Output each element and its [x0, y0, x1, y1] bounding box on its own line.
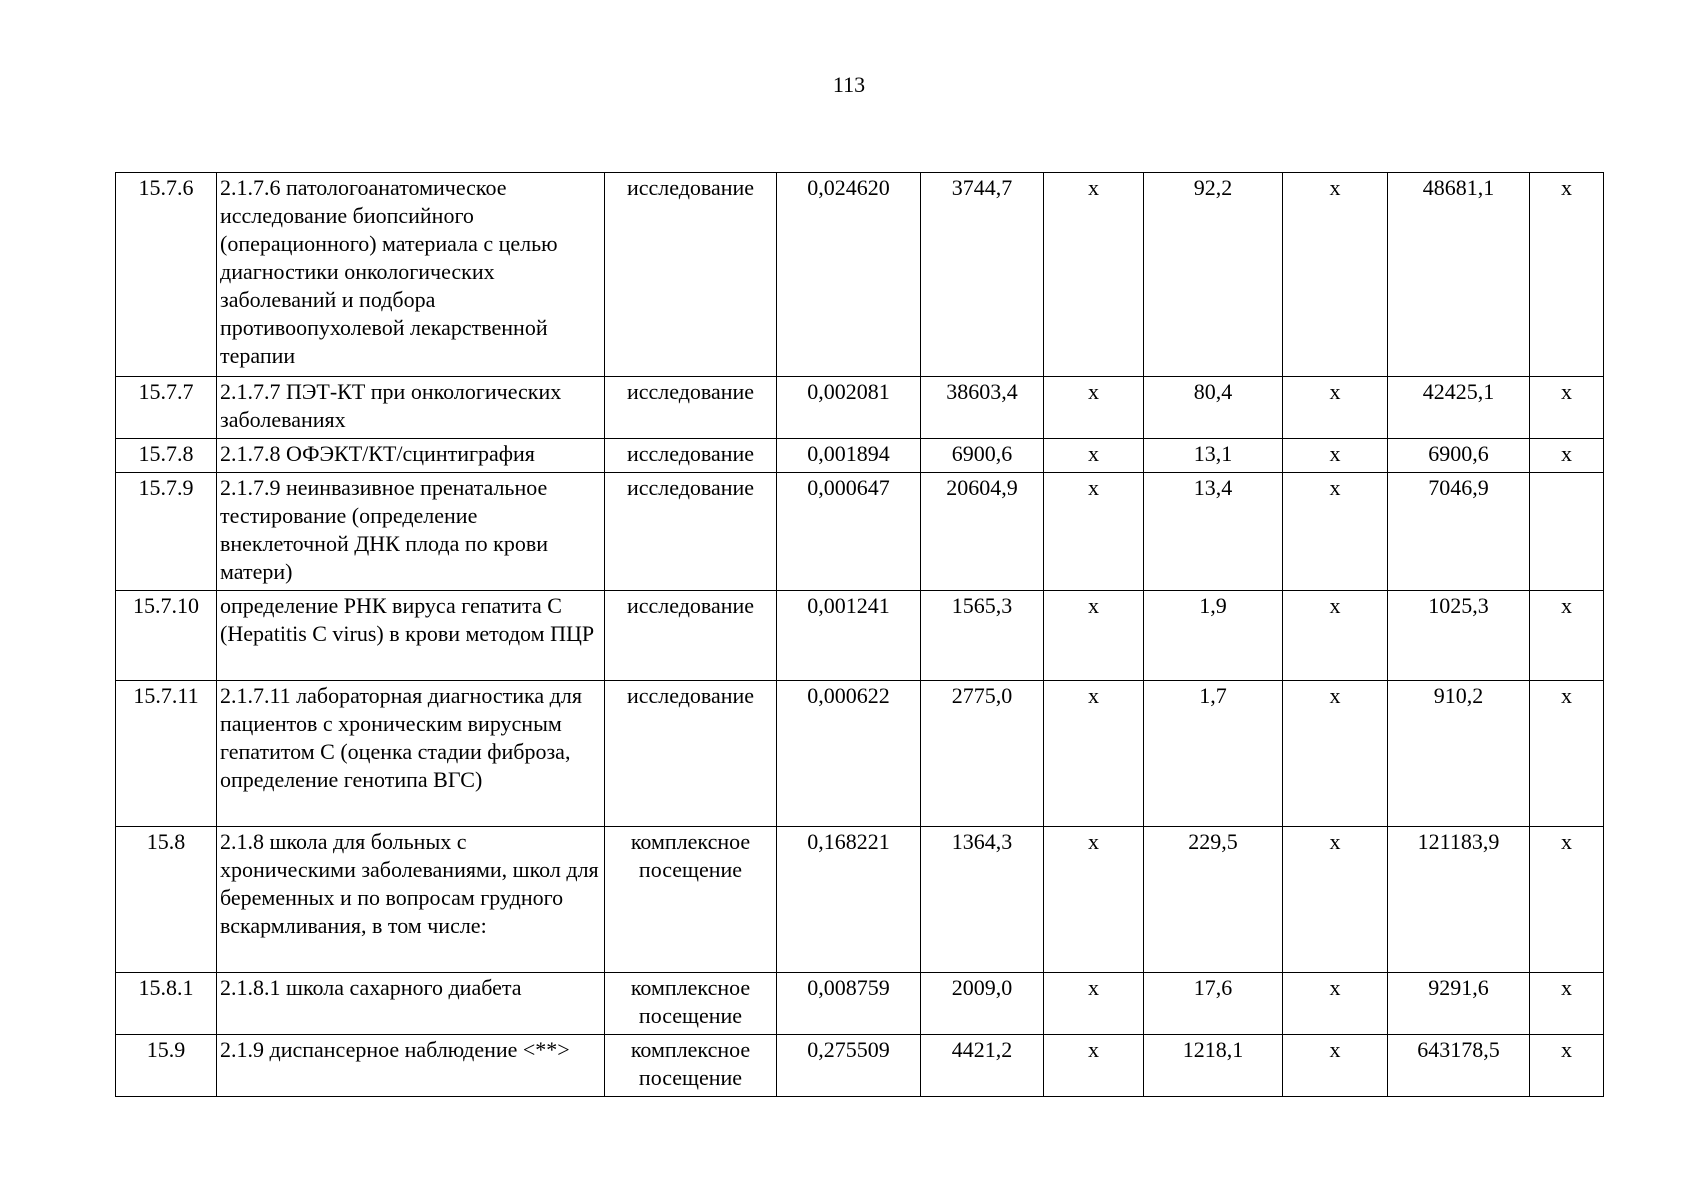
unit-cell: исследование [605, 439, 777, 473]
x-mark-cell: х [1283, 173, 1388, 377]
table-row [116, 681, 1604, 827]
rate-cell: 0,275509 [777, 1035, 921, 1097]
data-table [115, 172, 1604, 1097]
x-mark-cell: х [1044, 439, 1144, 473]
x-mark-cell: х [1044, 173, 1144, 377]
x-mark-cell: х [1283, 439, 1388, 473]
table-row [116, 973, 1604, 1035]
x-mark-cell: х [1283, 473, 1388, 591]
table-body [116, 173, 1604, 1097]
rate-cell: 0,001894 [777, 439, 921, 473]
total-cell: 643178,5 [1388, 1035, 1530, 1097]
total-cell: 121183,9 [1388, 827, 1530, 973]
row-number-cell: 15.9 [116, 1035, 217, 1097]
amount-cell: 13,1 [1144, 439, 1283, 473]
x-mark-cell: х [1530, 439, 1604, 473]
table-row [116, 439, 1604, 473]
x-mark-cell: х [1044, 973, 1144, 1035]
row-number-cell: 15.7.9 [116, 473, 217, 591]
table-row [116, 377, 1604, 439]
x-mark-cell: х [1530, 681, 1604, 827]
x-mark-cell: х [1283, 973, 1388, 1035]
cost-cell: 20604,9 [921, 473, 1044, 591]
description-cell: 2.1.7.11 лабораторная диагностика для пациентов с хроническим вирусным гепатитом С (оценка стадии фиброза, определение генотипа ВГС) [217, 681, 605, 827]
amount-cell: 229,5 [1144, 827, 1283, 973]
cost-cell: 1364,3 [921, 827, 1044, 973]
unit-cell: исследование [605, 681, 777, 827]
description-cell: определение РНК вируса гепатита С (Hepatitis С virus) в крови методом ПЦР [217, 591, 605, 681]
cost-cell: 2775,0 [921, 681, 1044, 827]
x-mark-cell: х [1283, 827, 1388, 973]
amount-cell: 1,7 [1144, 681, 1283, 827]
cost-cell: 6900,6 [921, 439, 1044, 473]
rate-cell: 0,000622 [777, 681, 921, 827]
x-mark-cell: х [1283, 591, 1388, 681]
row-number-cell: 15.7.7 [116, 377, 217, 439]
description-cell: 2.1.7.9 неинвазивное пренатальное тестирование (определение внеклеточной ДНК плода по крови матери) [217, 473, 605, 591]
amount-cell: 80,4 [1144, 377, 1283, 439]
unit-cell: исследование [605, 591, 777, 681]
total-cell: 7046,9 [1388, 473, 1530, 591]
x-mark-cell: х [1044, 681, 1144, 827]
row-number-cell: 15.7.10 [116, 591, 217, 681]
x-mark-cell: х [1530, 173, 1604, 377]
unit-cell: комплексное посещение [605, 827, 777, 973]
x-mark-cell: х [1530, 377, 1604, 439]
cost-cell: 2009,0 [921, 973, 1044, 1035]
amount-cell: 92,2 [1144, 173, 1283, 377]
table-row [116, 473, 1604, 591]
unit-cell: комплексное посещение [605, 1035, 777, 1097]
amount-cell: 13,4 [1144, 473, 1283, 591]
cost-cell: 1565,3 [921, 591, 1044, 681]
amount-cell: 1,9 [1144, 591, 1283, 681]
row-number-cell: 15.7.11 [116, 681, 217, 827]
x-mark-cell: х [1530, 827, 1604, 973]
description-cell: 2.1.8.1 школа сахарного диабета [217, 973, 605, 1035]
rate-cell: 0,024620 [777, 173, 921, 377]
table-row [116, 173, 1604, 377]
description-cell: 2.1.8 школа для больных с хроническими заболеваниями, школ для беременных и по вопросам грудного вскармливания, в том числе: [217, 827, 605, 973]
row-number-cell: 15.7.8 [116, 439, 217, 473]
amount-cell: 17,6 [1144, 973, 1283, 1035]
total-cell: 6900,6 [1388, 439, 1530, 473]
rate-cell: 0,000647 [777, 473, 921, 591]
total-cell: 9291,6 [1388, 973, 1530, 1035]
total-cell: 42425,1 [1388, 377, 1530, 439]
unit-cell: комплексное посещение [605, 973, 777, 1035]
row-number-cell: 15.7.6 [116, 173, 217, 377]
rate-cell: 0,001241 [777, 591, 921, 681]
x-mark-cell: х [1283, 377, 1388, 439]
total-cell: 910,2 [1388, 681, 1530, 827]
unit-cell: исследование [605, 173, 777, 377]
rate-cell: 0,008759 [777, 973, 921, 1035]
rate-cell: 0,002081 [777, 377, 921, 439]
x-mark-cell [1530, 473, 1604, 591]
table-row [116, 827, 1604, 973]
cost-cell: 4421,2 [921, 1035, 1044, 1097]
total-cell: 48681,1 [1388, 173, 1530, 377]
x-mark-cell: х [1044, 591, 1144, 681]
description-cell: 2.1.7.8 ОФЭКТ/КТ/сцинтиграфия [217, 439, 605, 473]
x-mark-cell: х [1283, 681, 1388, 827]
x-mark-cell: х [1530, 1035, 1604, 1097]
row-number-cell: 15.8 [116, 827, 217, 973]
description-cell: 2.1.7.6 патологоанатомическое исследование биопсийного (операционного) материала с целью диагностики онкологических заболеваний и подбора противоопухолевой лекарственной терапии [217, 173, 605, 377]
x-mark-cell: х [1044, 1035, 1144, 1097]
description-cell: 2.1.7.7 ПЭТ-КТ при онкологических заболеваниях [217, 377, 605, 439]
table-row [116, 1035, 1604, 1097]
x-mark-cell: х [1044, 377, 1144, 439]
description-cell: 2.1.9 диспансерное наблюдение <**> [217, 1035, 605, 1097]
amount-cell: 1218,1 [1144, 1035, 1283, 1097]
x-mark-cell: х [1044, 827, 1144, 973]
x-mark-cell: х [1283, 1035, 1388, 1097]
row-number-cell: 15.8.1 [116, 973, 217, 1035]
x-mark-cell: х [1044, 473, 1144, 591]
x-mark-cell: х [1530, 591, 1604, 681]
x-mark-cell: х [1530, 973, 1604, 1035]
cost-cell: 38603,4 [921, 377, 1044, 439]
total-cell: 1025,3 [1388, 591, 1530, 681]
page-number: 113 [832, 72, 866, 97]
unit-cell: исследование [605, 377, 777, 439]
unit-cell: исследование [605, 473, 777, 591]
cost-cell: 3744,7 [921, 173, 1044, 377]
rate-cell: 0,168221 [777, 827, 921, 973]
table-row [116, 591, 1604, 681]
